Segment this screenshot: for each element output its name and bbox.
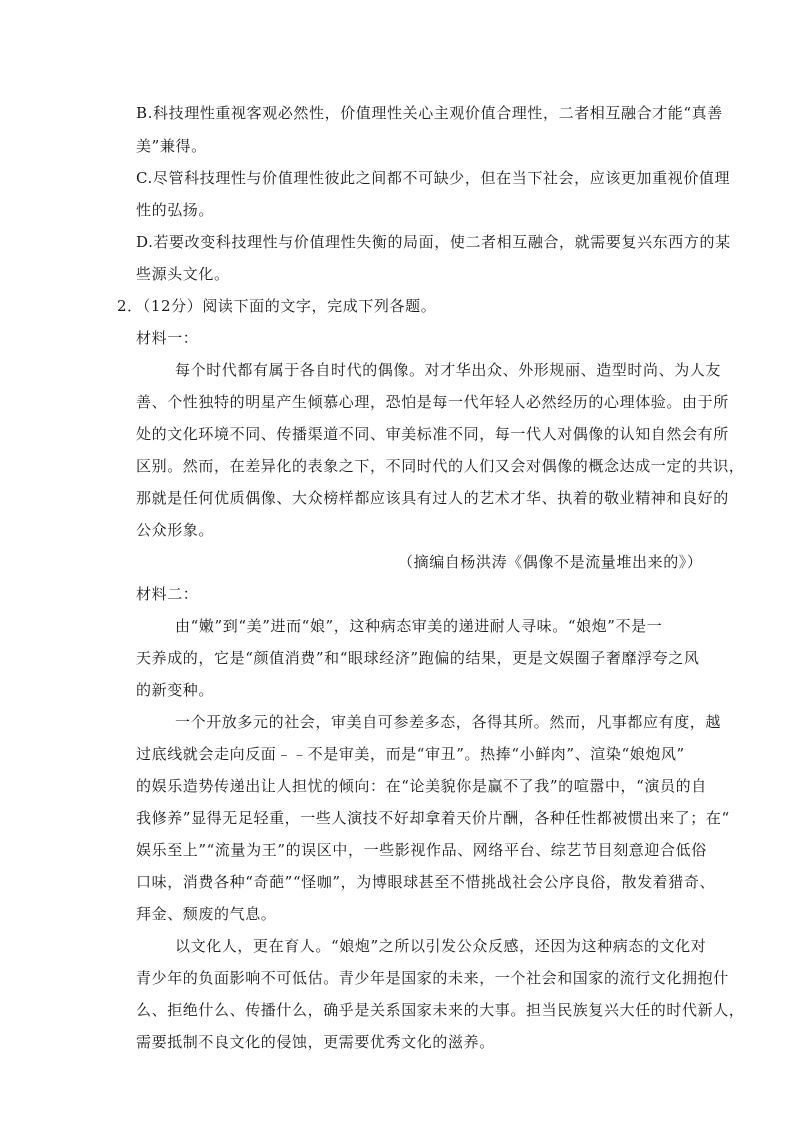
material-1-line: 每个时代都有属于各自时代的偶像。对才华出众、外形规丽、造型时尚、为人友 bbox=[175, 361, 722, 379]
material-1-line: 那就是任何优质偶像、大众榜样都应该具有过人的艺术才华、执着的敬业精神和良好的 bbox=[136, 489, 729, 507]
material-2-p2-line: 一个开放多元的社会，审美自可参差多态，各得其所。然而，凡事都应有度，越 bbox=[175, 713, 722, 731]
material-1-line: 公众形象。 bbox=[136, 521, 215, 539]
option-d-line-2: 些源头文化。 bbox=[136, 265, 230, 283]
material-2-p1-line: 天养成的，它是“颜值消费”和“眼球经济”跑偏的结果，更是文娱圈子奢靡浮夸之风 bbox=[136, 649, 700, 667]
material-2-p1-line: 由“嫩”到“美”进而“娘”，这种病态审美的递进耐人寻味。“娘炮”不是一 bbox=[175, 617, 663, 635]
material-1-line: 处的文化环境不同、传播渠道不同、审美标准不同，每一代人对偶像的认知自然会有所 bbox=[136, 425, 729, 443]
material-2-p3-line: 需要抵制不良文化的侵蚀，更需要优秀文化的滋养。 bbox=[136, 1033, 495, 1051]
material-1-heading: 材料一： bbox=[136, 329, 199, 347]
option-d-line-1: D.若要改变科技理性与价值理性失衡的局面，使二者相互融合，就需要复兴东西方的某 bbox=[136, 233, 731, 251]
material-2-p2-line: 的娱乐造势传递出让人担忧的倾向：在“论美貌你是赢不了我”的喧嚣中，“演员的自 bbox=[136, 777, 707, 795]
material-1-line: 区别。然而，在差异化的表象之下，不同时代的人们又会对偶像的概念达成一定的共识， bbox=[136, 457, 745, 475]
question-2-stem: 2．（12分）阅读下面的文字，完成下列各题。 bbox=[117, 297, 437, 315]
material-1-source: （摘编自杨洪涛《偶像不是流量堆出来的》） bbox=[398, 553, 703, 571]
material-1-line: 善、个性独特的明星产生倾慕心理，恐怕是每一代年轻人必然经历的心理体验。由于所 bbox=[136, 393, 729, 411]
material-2-p2-line: 拜金、颓废的气息。 bbox=[136, 905, 277, 923]
material-2-p2-line: 口味，消费各种“奇葩”“怪咖”，为博眼球甚至不惜挑战社会公序良俗，散发着猎奇、 bbox=[136, 873, 716, 891]
material-2-p3-line: 青少年的负面影响不可低估。青少年是国家的未来，一个社会和国家的流行文化拥抱什 bbox=[136, 969, 729, 987]
option-c-line-2: 性的弘扬。 bbox=[136, 201, 215, 219]
option-c-line-1: C.尽管科技理性与价值理性彼此之间都不可缺少，但在当下社会，应该更加重视价值理 bbox=[136, 169, 731, 187]
material-2-p3-line: 么、拒绝什么、传播什么，确乎是关系国家未来的大事。担当民族复兴大任的时代新人， bbox=[136, 1001, 745, 1019]
material-2-heading: 材料二： bbox=[136, 585, 199, 603]
material-2-p3-line: 以文化人，更在育人。“娘炮”之所以引发公众反感，还因为这种病态的文化对 bbox=[175, 937, 707, 955]
material-2-p1-line: 的新变种。 bbox=[136, 681, 215, 699]
material-2-p2-line: 娱乐至上”“流量为王”的误区中，一些影视作品、网络平台、综艺节目刻意迎合低俗 bbox=[136, 841, 707, 859]
material-2-p2-line: 我修养”显得无足轻重，一些人演技不好却拿着天价片酬，各种任性都被惯出来了；在“ bbox=[136, 809, 730, 827]
option-b-line-1: B.科技理性重视客观必然性，价值理性关心主观价值合理性，二者相互融合才能“真善 bbox=[136, 104, 723, 122]
option-b-line-2: 美”兼得。 bbox=[136, 137, 207, 155]
material-2-p2-line: 过底线就会走向反面﹣﹣不是审美，而是“审丑”。热捧“小鲜肉”、渲染“娘炮风” bbox=[136, 745, 685, 763]
